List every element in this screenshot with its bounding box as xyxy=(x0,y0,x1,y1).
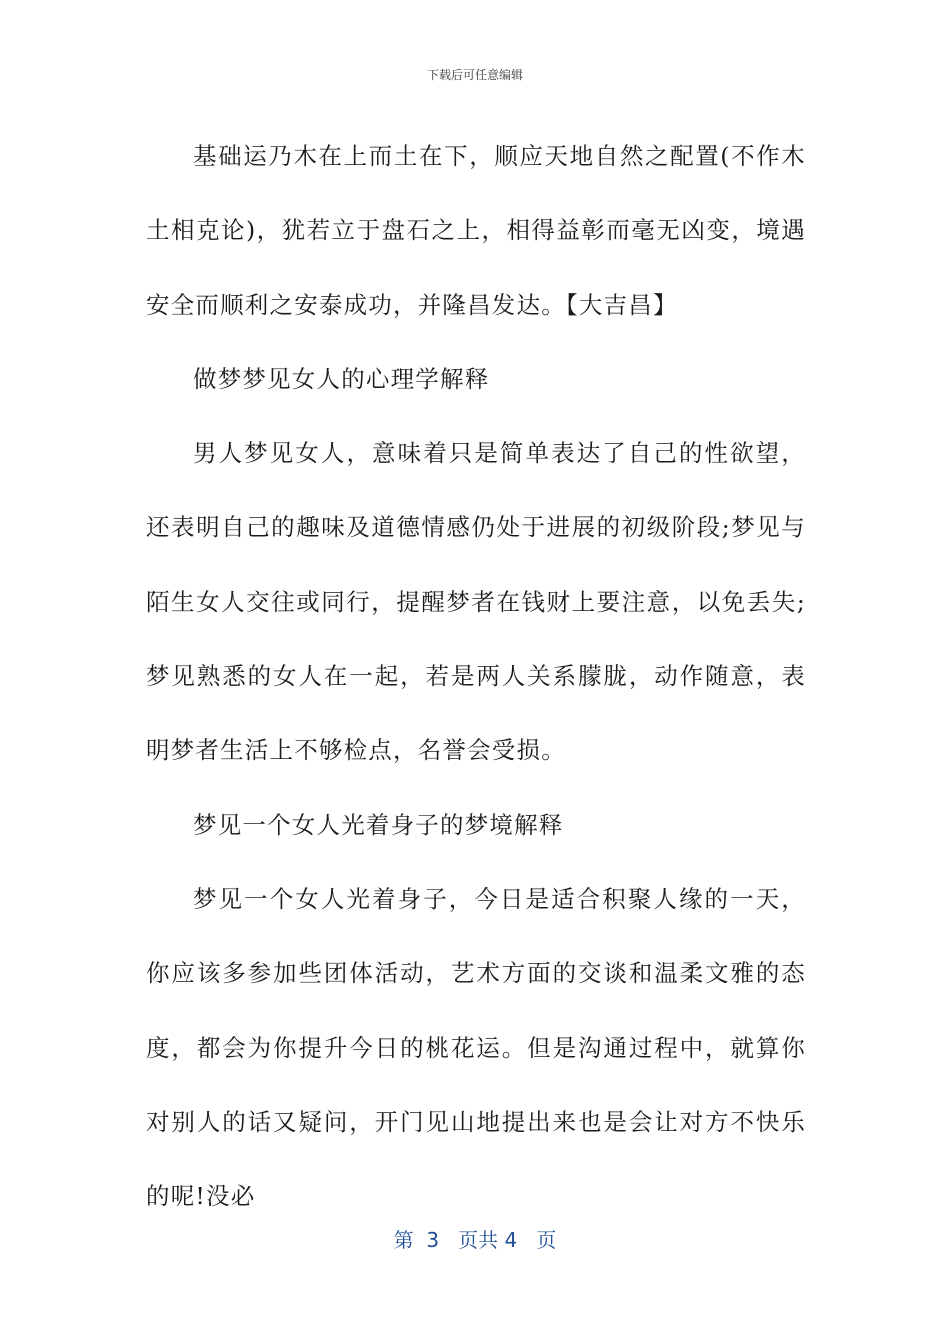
footer-suffix: 页 xyxy=(536,1228,557,1252)
page-footer xyxy=(0,1224,950,1253)
total-pages-number: 4 xyxy=(504,1228,518,1252)
footer-middle: 页共 xyxy=(458,1228,499,1252)
section-heading-dream: 梦见一个女人光着身子的梦境解释 xyxy=(193,810,564,839)
paragraph-psychology: 男人梦见女人，意味着只是简单表达了自己的性欲望，还表明自己的趣味及道德情感仍处于进展的初级阶段;梦见与陌生女人交往或同行，提醒梦者在钱财上要注意，以免丢失;梦见熟悉的女人在一起，若是两人关系朦胧，动作随意，表明梦者生活上不够检点，名誉会受损。 xyxy=(146,439,806,765)
paragraph-dream: 梦见一个女人光着身子，今日是适合积聚人缘的一天，你应该多参加些团体活动，艺术方面的交谈和温柔文雅的态度，都会为你提升今日的桃花运。但是沟通过程中，就算你对别人的话又疑问，开门见山地提出来也是会让对方不快乐的呢!没必 xyxy=(146,884,806,1211)
paragraph-fortune: 基础运乃木在上而土在下，顺应天地自然之配置(不作木土相克论)，犹若立于盘石之上，相得益彰而毫无凶变，境遇安全而顺利之安泰成功，并隆昌发达。【大吉昌】 xyxy=(146,142,806,319)
current-page-number: 3 xyxy=(426,1228,440,1252)
footer-prefix: 第 xyxy=(393,1228,414,1252)
section-heading-psychology: 做梦梦见女人的心理学解释 xyxy=(193,364,490,393)
document-body xyxy=(146,119,806,1233)
page-header: 下载后可任意编辑 xyxy=(426,68,523,82)
